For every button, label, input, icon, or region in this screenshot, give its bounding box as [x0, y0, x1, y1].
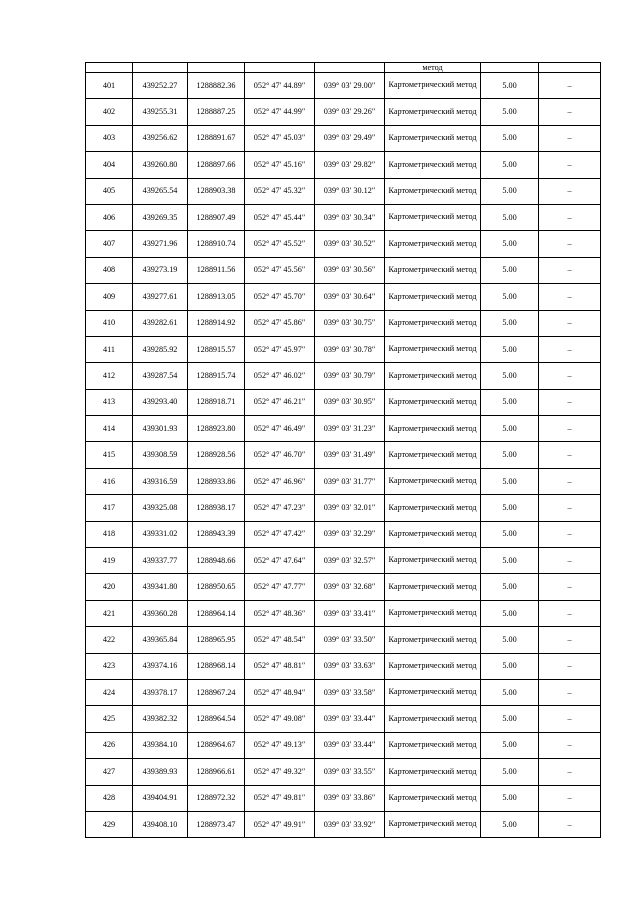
point-number-cell: 405 — [86, 178, 133, 204]
method-cell: Картометрический метод — [385, 73, 481, 99]
x-coordinate-cell: 439382.32 — [133, 706, 188, 732]
latitude-cell: 052° 47′ 45.03″ — [245, 125, 315, 151]
table-row — [86, 389, 601, 415]
latitude-cell: 052° 47′ 45.52″ — [245, 231, 315, 257]
longitude-cell: 039° 03′ 30.56″ — [315, 257, 385, 283]
y-coordinate-cell: 1288967.24 — [188, 679, 245, 705]
accuracy-cell: 5.00 — [481, 548, 539, 574]
accuracy-cell: 5.00 — [481, 257, 539, 283]
method-cell: Картометрический метод — [385, 416, 481, 442]
table-row — [86, 336, 601, 362]
method-cell: Картометрический метод — [385, 600, 481, 626]
latitude-cell: 052° 47′ 47.42″ — [245, 521, 315, 547]
latitude-cell: 052° 47′ 44.99″ — [245, 99, 315, 125]
table-row — [86, 231, 601, 257]
description-cell: – — [539, 125, 601, 151]
point-number-cell: 402 — [86, 99, 133, 125]
latitude-cell: 052° 47′ 45.44″ — [245, 204, 315, 230]
table-row — [86, 204, 601, 230]
method-cell: Картометрический метод — [385, 574, 481, 600]
point-number-cell: 411 — [86, 336, 133, 362]
latitude-cell: 052° 47′ 48.81″ — [245, 653, 315, 679]
longitude-cell: 039° 03′ 32.29″ — [315, 521, 385, 547]
latitude-cell: 052° 47′ 49.81″ — [245, 785, 315, 811]
y-coordinate-cell: 1288966.61 — [188, 759, 245, 785]
y-coordinate-cell: 1288972.32 — [188, 785, 245, 811]
longitude-cell: 039° 03′ 33.50″ — [315, 627, 385, 653]
longitude-cell: 039° 03′ 33.63″ — [315, 653, 385, 679]
method-cell: Картометрический метод — [385, 231, 481, 257]
longitude-cell: 039° 03′ 33.44″ — [315, 732, 385, 758]
table-row — [86, 152, 601, 178]
description-cell: – — [539, 495, 601, 521]
y-coordinate-cell: 1288948.66 — [188, 548, 245, 574]
method-cell: Картометрический метод — [385, 284, 481, 310]
point-number-cell: 412 — [86, 363, 133, 389]
table-row — [86, 310, 601, 336]
point-number-cell: 413 — [86, 389, 133, 415]
table-row — [86, 679, 601, 705]
y-coordinate-cell: 1288938.17 — [188, 495, 245, 521]
description-cell: – — [539, 336, 601, 362]
description-cell: – — [539, 759, 601, 785]
longitude-cell: 039° 03′ 29.82″ — [315, 152, 385, 178]
y-coordinate-cell: 1288950.65 — [188, 574, 245, 600]
coordinates-table — [85, 62, 601, 838]
method-cell: Картометрический метод — [385, 204, 481, 230]
table-cell — [188, 63, 245, 73]
method-cell: Картометрический метод — [385, 785, 481, 811]
y-coordinate-cell: 1288918.71 — [188, 389, 245, 415]
longitude-cell: 039° 03′ 30.75″ — [315, 310, 385, 336]
y-coordinate-cell: 1288891.67 — [188, 125, 245, 151]
point-number-cell: 418 — [86, 521, 133, 547]
latitude-cell: 052° 47′ 46.96″ — [245, 468, 315, 494]
description-cell: – — [539, 468, 601, 494]
point-number-cell: 417 — [86, 495, 133, 521]
accuracy-cell: 5.00 — [481, 653, 539, 679]
latitude-cell: 052° 47′ 44.89″ — [245, 73, 315, 99]
description-cell: – — [539, 204, 601, 230]
description-cell: – — [539, 679, 601, 705]
point-number-cell: 414 — [86, 416, 133, 442]
y-coordinate-cell: 1288887.25 — [188, 99, 245, 125]
point-number-cell: 416 — [86, 468, 133, 494]
accuracy-cell: 5.00 — [481, 706, 539, 732]
description-cell: – — [539, 653, 601, 679]
method-cell: Картометрический метод — [385, 811, 481, 837]
longitude-cell: 039° 03′ 30.52″ — [315, 231, 385, 257]
method-cell: Картометрический метод — [385, 99, 481, 125]
longitude-cell: 039° 03′ 33.92″ — [315, 811, 385, 837]
x-coordinate-cell: 439408.10 — [133, 811, 188, 837]
y-coordinate-cell: 1288964.14 — [188, 600, 245, 626]
y-coordinate-cell: 1288915.57 — [188, 336, 245, 362]
y-coordinate-cell: 1288933.86 — [188, 468, 245, 494]
accuracy-cell: 5.00 — [481, 732, 539, 758]
latitude-cell: 052° 47′ 49.13″ — [245, 732, 315, 758]
description-cell: – — [539, 257, 601, 283]
latitude-cell: 052° 47′ 46.21″ — [245, 389, 315, 415]
description-cell: – — [539, 811, 601, 837]
table-row — [86, 257, 601, 283]
latitude-cell: 052° 47′ 45.56″ — [245, 257, 315, 283]
x-coordinate-cell: 439337.77 — [133, 548, 188, 574]
y-coordinate-cell: 1288910.74 — [188, 231, 245, 257]
method-cell: Картометрический метод — [385, 653, 481, 679]
longitude-cell: 039° 03′ 30.12″ — [315, 178, 385, 204]
accuracy-cell: 5.00 — [481, 521, 539, 547]
accuracy-cell: 5.00 — [481, 73, 539, 99]
accuracy-cell: 5.00 — [481, 231, 539, 257]
table-row — [86, 73, 601, 99]
point-number-cell: 423 — [86, 653, 133, 679]
x-coordinate-cell: 439252.27 — [133, 73, 188, 99]
longitude-cell: 039° 03′ 30.78″ — [315, 336, 385, 362]
accuracy-cell: 5.00 — [481, 759, 539, 785]
x-coordinate-cell: 439301.93 — [133, 416, 188, 442]
description-cell: – — [539, 732, 601, 758]
method-cell: Картометрический метод — [385, 706, 481, 732]
latitude-cell: 052° 47′ 48.94″ — [245, 679, 315, 705]
latitude-cell: 052° 47′ 45.86″ — [245, 310, 315, 336]
x-coordinate-cell: 439256.62 — [133, 125, 188, 151]
table-row — [86, 600, 601, 626]
method-cell: Картометрический метод — [385, 152, 481, 178]
latitude-cell: 052° 47′ 46.02″ — [245, 363, 315, 389]
longitude-cell: 039° 03′ 31.23″ — [315, 416, 385, 442]
description-cell: – — [539, 231, 601, 257]
table-row — [86, 495, 601, 521]
y-coordinate-cell: 1288973.47 — [188, 811, 245, 837]
method-cell: Картометрический метод — [385, 389, 481, 415]
table-cell — [86, 63, 133, 73]
table-row — [86, 811, 601, 837]
longitude-cell: 039° 03′ 30.64″ — [315, 284, 385, 310]
method-cell: Картометрический метод — [385, 125, 481, 151]
table-row — [86, 363, 601, 389]
accuracy-cell: 5.00 — [481, 152, 539, 178]
x-coordinate-cell: 439255.31 — [133, 99, 188, 125]
longitude-cell: 039° 03′ 31.49″ — [315, 442, 385, 468]
y-coordinate-cell: 1288907.49 — [188, 204, 245, 230]
x-coordinate-cell: 439360.28 — [133, 600, 188, 626]
description-cell: – — [539, 521, 601, 547]
y-coordinate-cell: 1288915.74 — [188, 363, 245, 389]
description-cell: – — [539, 389, 601, 415]
table-cell — [481, 63, 539, 73]
latitude-cell: 052° 47′ 48.54″ — [245, 627, 315, 653]
x-coordinate-cell: 439325.08 — [133, 495, 188, 521]
description-cell: – — [539, 416, 601, 442]
accuracy-cell: 5.00 — [481, 204, 539, 230]
point-number-cell: 429 — [86, 811, 133, 837]
description-cell: – — [539, 73, 601, 99]
x-coordinate-cell: 439331.02 — [133, 521, 188, 547]
longitude-cell: 039° 03′ 30.95″ — [315, 389, 385, 415]
description-cell: – — [539, 706, 601, 732]
method-cell: Картометрический метод — [385, 521, 481, 547]
table-cell — [315, 63, 385, 73]
latitude-cell: 052° 47′ 45.97″ — [245, 336, 315, 362]
x-coordinate-cell: 439316.59 — [133, 468, 188, 494]
method-cell: Картометрический метод — [385, 257, 481, 283]
latitude-cell: 052° 47′ 45.70″ — [245, 284, 315, 310]
longitude-cell: 039° 03′ 33.44″ — [315, 706, 385, 732]
table-row — [86, 574, 601, 600]
point-number-cell: 406 — [86, 204, 133, 230]
x-coordinate-cell: 439365.84 — [133, 627, 188, 653]
table-cell — [133, 63, 188, 73]
table-row — [86, 416, 601, 442]
x-coordinate-cell: 439260.80 — [133, 152, 188, 178]
accuracy-cell: 5.00 — [481, 125, 539, 151]
y-coordinate-cell: 1288897.66 — [188, 152, 245, 178]
y-coordinate-cell: 1288913.05 — [188, 284, 245, 310]
latitude-cell: 052° 47′ 49.08″ — [245, 706, 315, 732]
y-coordinate-cell: 1288964.54 — [188, 706, 245, 732]
latitude-cell: 052° 47′ 47.77″ — [245, 574, 315, 600]
latitude-cell: 052° 47′ 45.16″ — [245, 152, 315, 178]
table-row — [86, 548, 601, 574]
latitude-cell: 052° 47′ 49.32″ — [245, 759, 315, 785]
point-number-cell: 428 — [86, 785, 133, 811]
longitude-cell: 039° 03′ 31.77″ — [315, 468, 385, 494]
description-cell: – — [539, 152, 601, 178]
table-row — [86, 99, 601, 125]
method-cell: Картометрический метод — [385, 679, 481, 705]
point-number-cell: 422 — [86, 627, 133, 653]
table-row — [86, 468, 601, 494]
longitude-cell: 039° 03′ 30.79″ — [315, 363, 385, 389]
table-row — [86, 178, 601, 204]
x-coordinate-cell: 439374.16 — [133, 653, 188, 679]
method-cell: Картометрический метод — [385, 310, 481, 336]
latitude-cell: 052° 47′ 48.36″ — [245, 600, 315, 626]
point-number-cell: 401 — [86, 73, 133, 99]
accuracy-cell: 5.00 — [481, 574, 539, 600]
accuracy-cell: 5.00 — [481, 363, 539, 389]
description-cell: – — [539, 310, 601, 336]
description-cell: – — [539, 627, 601, 653]
table-row — [86, 732, 601, 758]
x-coordinate-cell: 439404.91 — [133, 785, 188, 811]
latitude-cell: 052° 47′ 45.32″ — [245, 178, 315, 204]
table-row — [86, 759, 601, 785]
description-cell: – — [539, 600, 601, 626]
table-row — [86, 706, 601, 732]
description-cell: – — [539, 99, 601, 125]
description-cell: – — [539, 574, 601, 600]
table-row — [86, 125, 601, 151]
point-number-cell: 419 — [86, 548, 133, 574]
x-coordinate-cell: 439341.80 — [133, 574, 188, 600]
accuracy-cell: 5.00 — [481, 468, 539, 494]
accuracy-cell: 5.00 — [481, 336, 539, 362]
point-number-cell: 415 — [86, 442, 133, 468]
x-coordinate-cell: 439282.61 — [133, 310, 188, 336]
longitude-cell: 039° 03′ 33.41″ — [315, 600, 385, 626]
latitude-cell: 052° 47′ 47.64″ — [245, 548, 315, 574]
x-coordinate-cell: 439273.19 — [133, 257, 188, 283]
longitude-cell: 039° 03′ 32.01″ — [315, 495, 385, 521]
point-number-cell: 403 — [86, 125, 133, 151]
accuracy-cell: 5.00 — [481, 495, 539, 521]
y-coordinate-cell: 1288968.14 — [188, 653, 245, 679]
accuracy-cell: 5.00 — [481, 416, 539, 442]
method-cell: Картометрический метод — [385, 627, 481, 653]
accuracy-cell: 5.00 — [481, 600, 539, 626]
y-coordinate-cell: 1288923.80 — [188, 416, 245, 442]
table-row — [86, 521, 601, 547]
table-row — [86, 627, 601, 653]
table-row — [86, 785, 601, 811]
x-coordinate-cell: 439285.92 — [133, 336, 188, 362]
longitude-cell: 039° 03′ 32.68″ — [315, 574, 385, 600]
point-number-cell: 410 — [86, 310, 133, 336]
x-coordinate-cell: 439389.93 — [133, 759, 188, 785]
longitude-cell: 039° 03′ 29.49″ — [315, 125, 385, 151]
accuracy-cell: 5.00 — [481, 310, 539, 336]
method-cell: Картометрический метод — [385, 495, 481, 521]
point-number-cell: 408 — [86, 257, 133, 283]
y-coordinate-cell: 1288928.56 — [188, 442, 245, 468]
point-number-cell: 425 — [86, 706, 133, 732]
accuracy-cell: 5.00 — [481, 178, 539, 204]
latitude-cell: 052° 47′ 47.23″ — [245, 495, 315, 521]
x-coordinate-cell: 439265.54 — [133, 178, 188, 204]
accuracy-cell: 5.00 — [481, 679, 539, 705]
method-cell: Картометрический метод — [385, 468, 481, 494]
point-number-cell: 407 — [86, 231, 133, 257]
description-cell: – — [539, 363, 601, 389]
accuracy-cell: 5.00 — [481, 627, 539, 653]
latitude-cell: 052° 47′ 49.91″ — [245, 811, 315, 837]
longitude-cell: 039° 03′ 33.58″ — [315, 679, 385, 705]
table-row — [86, 442, 601, 468]
method-cell: Картометрический метод — [385, 178, 481, 204]
description-cell: – — [539, 785, 601, 811]
method-cell: Картометрический метод — [385, 363, 481, 389]
method-cell: Картометрический метод — [385, 336, 481, 362]
point-number-cell: 427 — [86, 759, 133, 785]
method-cell: Картометрический метод — [385, 759, 481, 785]
y-coordinate-cell: 1288965.95 — [188, 627, 245, 653]
latitude-cell: 052° 47′ 46.49″ — [245, 416, 315, 442]
y-coordinate-cell: 1288903.38 — [188, 178, 245, 204]
point-number-cell: 404 — [86, 152, 133, 178]
x-coordinate-cell: 439287.54 — [133, 363, 188, 389]
x-coordinate-cell: 439271.96 — [133, 231, 188, 257]
accuracy-cell: 5.00 — [481, 284, 539, 310]
x-coordinate-cell: 439269.35 — [133, 204, 188, 230]
point-number-cell: 409 — [86, 284, 133, 310]
description-cell: – — [539, 548, 601, 574]
table-cell — [539, 63, 601, 73]
description-cell: – — [539, 284, 601, 310]
table-row — [86, 284, 601, 310]
y-coordinate-cell: 1288964.67 — [188, 732, 245, 758]
y-coordinate-cell: 1288914.92 — [188, 310, 245, 336]
y-coordinate-cell: 1288911.56 — [188, 257, 245, 283]
accuracy-cell: 5.00 — [481, 442, 539, 468]
x-coordinate-cell: 439277.61 — [133, 284, 188, 310]
accuracy-cell: 5.00 — [481, 389, 539, 415]
point-number-cell: 420 — [86, 574, 133, 600]
longitude-cell: 039° 03′ 30.34″ — [315, 204, 385, 230]
y-coordinate-cell: 1288882.36 — [188, 73, 245, 99]
description-cell: – — [539, 442, 601, 468]
x-coordinate-cell: 439293.40 — [133, 389, 188, 415]
longitude-cell: 039° 03′ 33.86″ — [315, 785, 385, 811]
latitude-cell: 052° 47′ 46.70″ — [245, 442, 315, 468]
x-coordinate-cell: 439378.17 — [133, 679, 188, 705]
method-cell: Картометрический метод — [385, 732, 481, 758]
accuracy-cell: 5.00 — [481, 785, 539, 811]
x-coordinate-cell: 439308.59 — [133, 442, 188, 468]
longitude-cell: 039° 03′ 29.26″ — [315, 99, 385, 125]
accuracy-cell: 5.00 — [481, 811, 539, 837]
point-number-cell: 421 — [86, 600, 133, 626]
longitude-cell: 039° 03′ 29.00″ — [315, 73, 385, 99]
method-cell: Картометрический метод — [385, 548, 481, 574]
longitude-cell: 039° 03′ 32.57″ — [315, 548, 385, 574]
description-cell: – — [539, 178, 601, 204]
x-coordinate-cell: 439384.10 — [133, 732, 188, 758]
accuracy-cell: 5.00 — [481, 99, 539, 125]
table-row — [86, 653, 601, 679]
point-number-cell: 424 — [86, 679, 133, 705]
method-cell: Картометрический метод — [385, 442, 481, 468]
table-cell — [245, 63, 315, 73]
method-cell: метод — [385, 63, 481, 73]
point-number-cell: 426 — [86, 732, 133, 758]
longitude-cell: 039° 03′ 33.55″ — [315, 759, 385, 785]
continuation-row — [86, 63, 601, 73]
y-coordinate-cell: 1288943.39 — [188, 521, 245, 547]
